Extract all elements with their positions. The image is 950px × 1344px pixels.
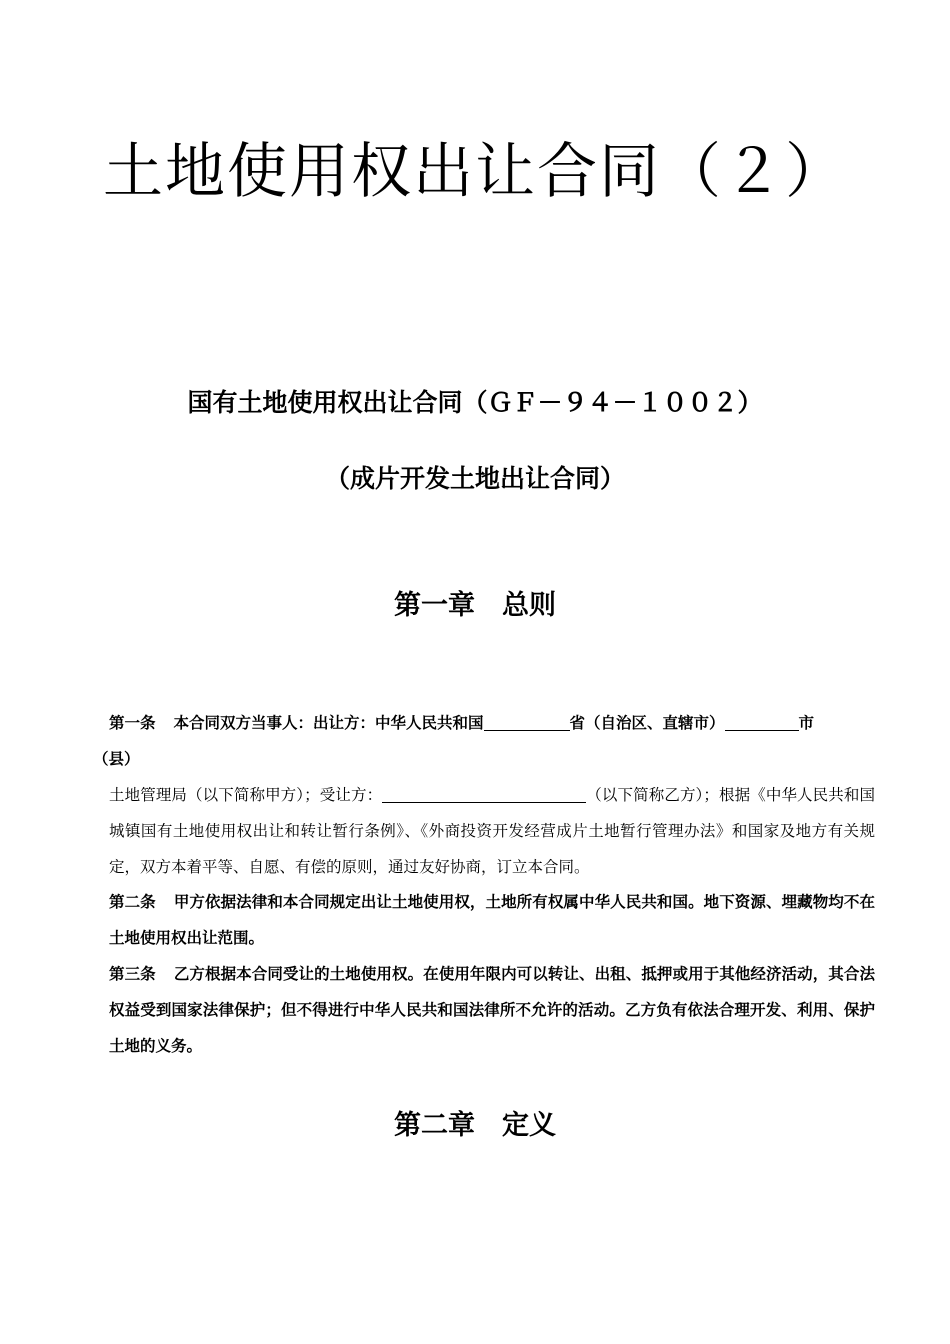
article-1-part-b: 省（自治区、直辖市） [569, 713, 725, 732]
article-1-label: 第一条 [109, 713, 156, 732]
article-1-part-d: （县） [93, 749, 140, 768]
article-1-opening [93, 705, 875, 777]
main-title: 土地使用权出让合同（２） [103, 137, 847, 207]
article-2 [93, 884, 875, 956]
article-2-label: 第二条 [109, 892, 156, 911]
article-3-text: 乙方根据本合同受让的土地使用权。在使用年限内可以转让、出租、抵押或用于其他经济活动，其合法权益受到国家法律保护；但不得进行中华人民共和国法律所不允许的活动。乙方负有依法合理开发、利用、保护土地的义务。 [109, 964, 875, 1055]
article-1-part-f: （以下简称乙方）；根据《中华人民共和国城镇国有土地使用权出让和转让暂行条例》、《外商投资开发经营成片土地暂行管理办法》和国家及地方有关规定，双方本着平等、自愿、有偿的原则，通过友好协商，订立本合同。 [109, 786, 875, 876]
chapter-heading-2: 第二章 定义 [394, 1110, 556, 1141]
contract-subtitle: 国有土地使用权出让合同（ＧＦ－９４－１００２） [187, 388, 763, 417]
article-1-part-c: 市 [798, 713, 815, 732]
province-blank[interactable] [484, 712, 570, 731]
article-2-text: 甲方依据法律和本合同规定出让土地使用权，土地所有权属中华人民共和国。地下资源、埋藏物均不在土地使用权出让范围。 [109, 892, 875, 947]
contract-type-subtitle: （成片开发土地出让合同） [324, 464, 625, 493]
article-1-part-a: 本合同双方当事人：出让方：中华人民共和国 [173, 713, 484, 732]
article-3 [93, 956, 875, 1064]
city-blank[interactable] [725, 712, 799, 731]
transferee-blank[interactable] [382, 784, 586, 803]
chapter-heading-1: 第一章 总则 [394, 590, 556, 621]
article-3-label: 第三条 [109, 964, 156, 983]
article-1-body [93, 777, 875, 885]
article-1-part-e: 土地管理局（以下简称甲方）；受让方： [109, 786, 383, 804]
